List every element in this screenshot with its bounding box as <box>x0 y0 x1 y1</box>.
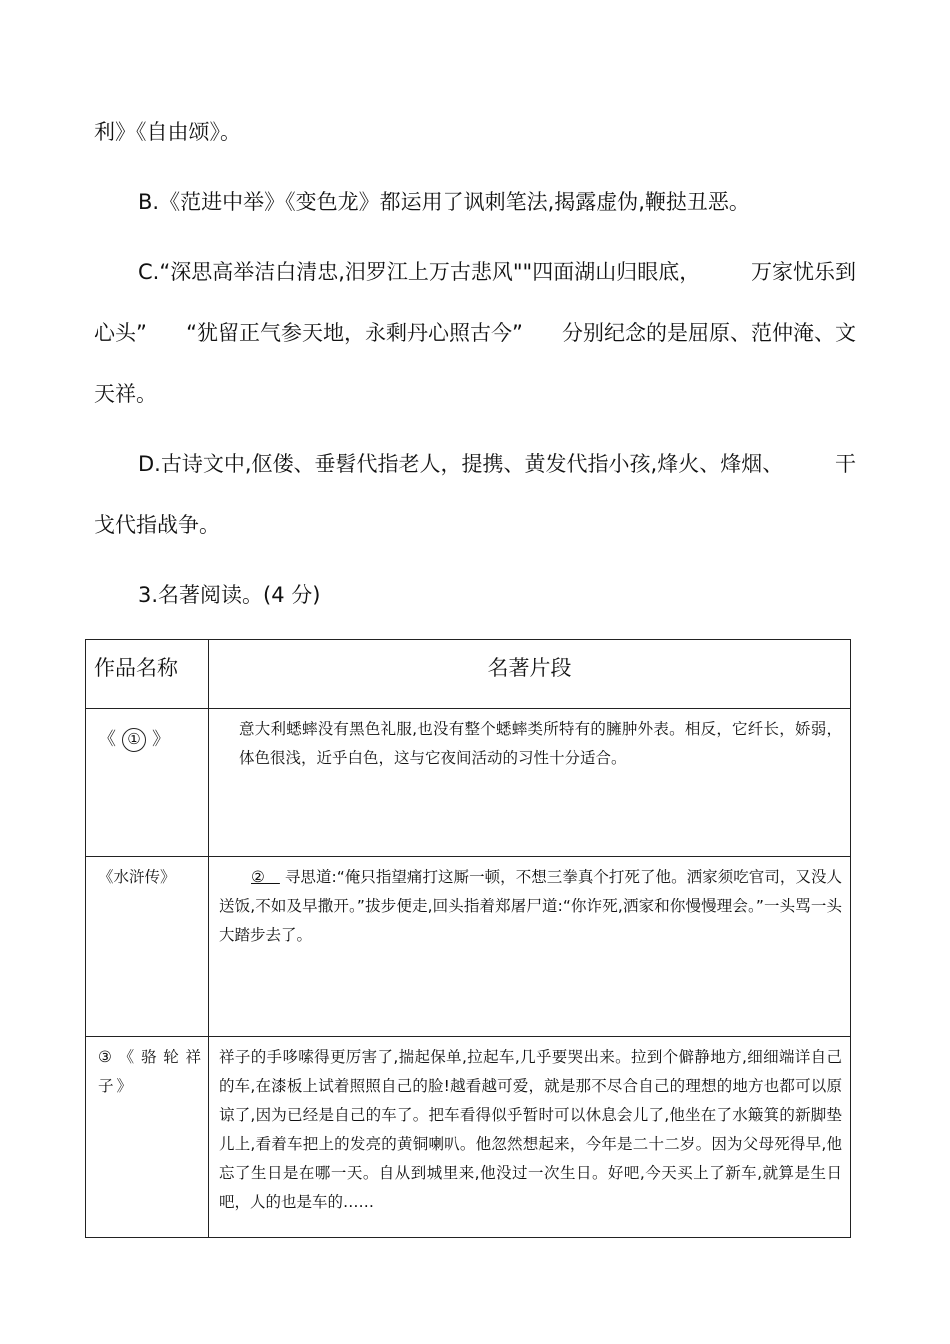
option-c-line-2-part-1: 心头” <box>94 321 147 345</box>
option-a-tail: 利》《自由颂》。 <box>94 120 241 144</box>
row2-excerpt: 寻思道:“俺只指望痛打这厮一顿，不想三拳真个打死了他。洒家须吃官司，又没人送饭,不如及早撒开。”拔步便走,回头指着郑屠尸道:“你诈死,洒家和你慢慢理会。”一头骂一头大踏步去了。 <box>219 868 842 944</box>
row1-excerpt: 意大利蟋蟀没有黑色礼服,也没有整个蟋蟀类所特有的臃肿外表。相反，它纤长，娇弱，体色很浅，近乎白色，这与它夜间活动的习性十分适合。 <box>239 720 842 767</box>
row3-excerpt: 祥子的手哆嗦得更厉害了,揣起保单,拉起车,几乎要哭出来。拉到个僻静地方,细细端详自己的车,在漆板上试着照照自己的脸!越看越可爱，就是那不尽合自己的理想的地方也都可以原谅了,因为已经是自己的车了。把车看得似乎暂时可以休息会儿了,他坐在了水簸箕的新脚垫儿上,看着车把上的发亮的黄铜喇叭。他忽然想起来，今年是二十二岁。因为父母死得早,他忘了生日是在哪一天。自从到城里来,他没过一次生日。好吧,今天买上了新车,就算是生日吧，人的也是车的…… <box>219 1048 842 1211</box>
option-c-line-1 <box>138 257 856 287</box>
option-c-line-2-part-3: 分别纪念的是屈原、范仲淹、文 <box>562 321 856 345</box>
table-row <box>86 1037 851 1238</box>
blank-2[interactable] <box>251 868 280 886</box>
option-c-line-1-part-2: 万家忧乐到 <box>751 260 856 284</box>
row3-title-cell <box>86 1037 209 1238</box>
row3-title: ③《骆轮祥子》 <box>98 1048 204 1095</box>
option-d-line-1-part-1: D.古诗文中,伛偻、垂髫代指老人，提携、黄发代指小孩,烽火、烽烟、 <box>138 452 784 476</box>
table-header-row <box>86 640 851 709</box>
option-c-line-2 <box>94 318 856 348</box>
works-table <box>85 639 851 1238</box>
option-c-line-2-part-2: “犹留正气参天地，永剩丹心照古今” <box>186 321 523 345</box>
row2-title-cell <box>86 857 209 1037</box>
option-c-line-1-part-1: C.“深思高举洁白清忠,汨罗江上万古悲风""四面湖山归眼底， <box>138 260 701 284</box>
blank-1[interactable] <box>116 725 152 755</box>
row1-title <box>98 715 204 755</box>
row1-title-cell <box>86 709 209 857</box>
row2-title: 《水浒传》 <box>98 868 176 886</box>
header-excerpt-text: 名著片段 <box>487 656 572 680</box>
row1-title-close: 》 <box>152 729 170 750</box>
row1-excerpt-cell <box>209 709 851 857</box>
row3-excerpt-cell <box>209 1037 851 1238</box>
option-b: B.《范进中举》《变色龙》都运用了讽刺笔法,揭露虚伪,鞭挞丑恶。 <box>138 190 750 214</box>
option-d-line-2: 戈代指战争。 <box>94 513 220 537</box>
option-d-line-1-part-2: 干 <box>835 452 856 476</box>
table-row <box>86 709 851 857</box>
row2-excerpt-cell <box>209 857 851 1037</box>
option-c-line-3: 天祥。 <box>94 382 157 406</box>
header-work-name-text: 作品名称 <box>94 656 178 680</box>
header-work-name <box>86 640 209 709</box>
header-excerpt <box>209 640 851 709</box>
table-row <box>86 857 851 1037</box>
question-title: 3.名著阅读。(4 分) <box>138 583 321 607</box>
blank-2-number: ② <box>251 868 265 886</box>
row1-title-open: 《 <box>98 729 116 750</box>
blank-1-number: ① <box>122 728 146 752</box>
option-d-line-1 <box>138 449 856 479</box>
